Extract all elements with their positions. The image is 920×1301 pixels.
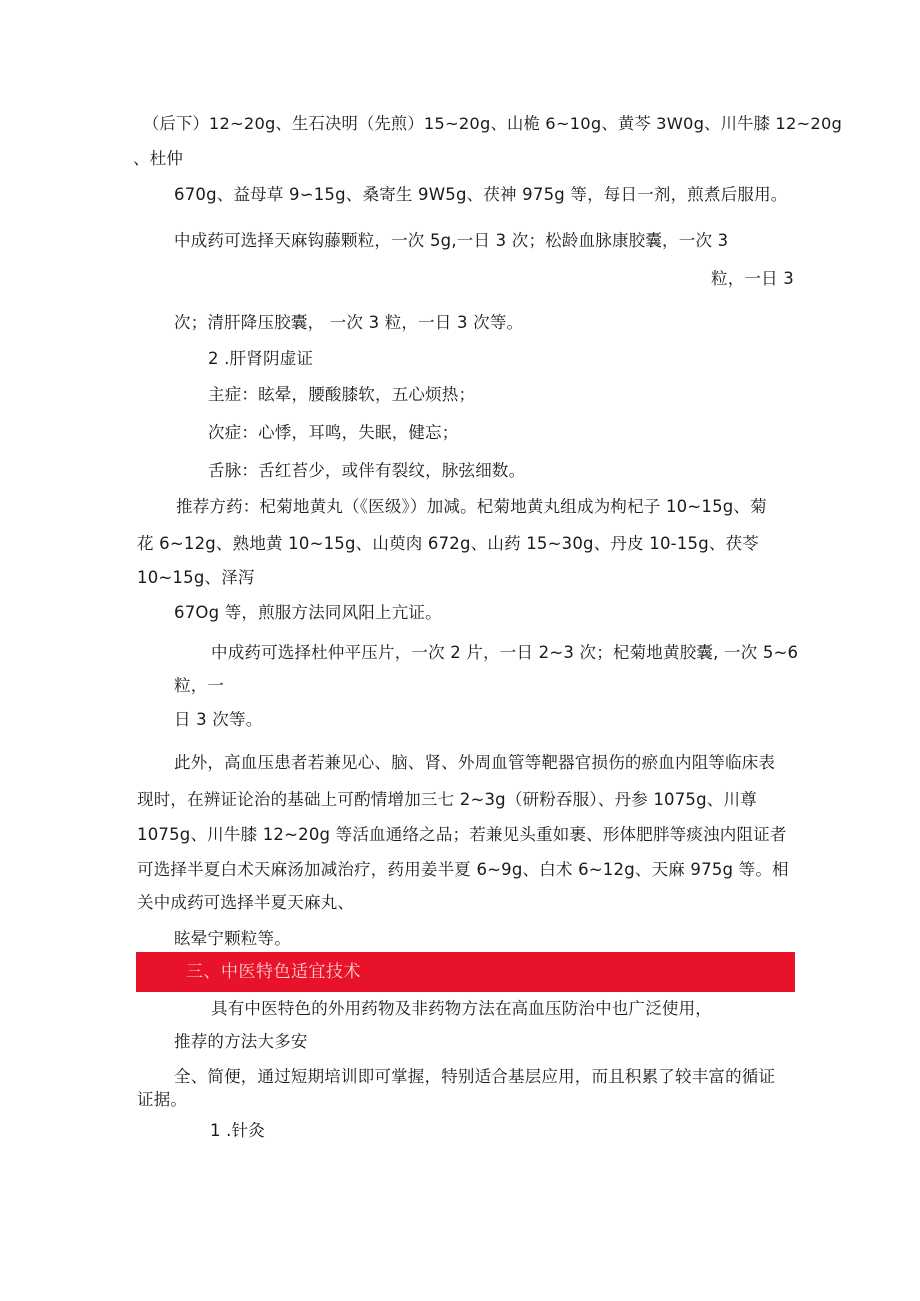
text-line: 10~15g、泽泻	[137, 568, 255, 587]
text-line: 67Og 等，煎服方法同风阳上亢证。	[174, 603, 442, 622]
text-line: 次；清肝降压胶囊， 一次 3 粒，一日 3 次等。	[174, 313, 524, 332]
text-line: 此外，高血压患者若兼见心、脑、肾、外周血管等靶器官损伤的瘀血内阻等临床表	[174, 753, 776, 772]
text-line: 现时，在辨证论治的基础上可酌情增加三七 2~3g（研粉吞服）、丹参 1075g、川尊	[137, 790, 757, 809]
section-heading: 三、中医特色适宜技术	[186, 962, 361, 982]
text-line: 、杜仲	[133, 149, 184, 168]
text-line: 具有中医特色的外用药物及非药物方法在高血压防治中也广泛使用，	[211, 999, 712, 1018]
text-line: 中成药可选择天麻钩藤颗粒，一次 5g,一日 3 次；松龄血脉康胶囊，一次 3	[174, 231, 729, 250]
section-subheading: 1 .针灸	[210, 1121, 265, 1140]
text-line: 粒，一日 3	[711, 269, 794, 288]
text-line: 花 6~12g、熟地黄 10~15g、山萸肉 672g、山药 15~30g、丹皮 10-15g、茯苓	[137, 534, 759, 553]
text-line: 670g、益母草 9∽15g、桑寄生 9W5g、茯神 975g 等，每日一剂，煎煮后服用。	[174, 185, 788, 204]
text-line: 粒，一	[174, 676, 225, 695]
text-line: 证据。	[137, 1090, 188, 1109]
text-line: 推荐的方法大多安	[174, 1032, 308, 1051]
text-line: 次症：心悸，耳鸣，失眠，健忘；	[208, 423, 459, 442]
text-line: 舌脉：舌红苔少，或伴有裂纹，脉弦细数。	[208, 461, 526, 480]
text-line: 中成药可选择杜仲平压片，一次 2 片，一日 2~3 次；杞菊地黄胶囊, 一次 5~6	[211, 643, 799, 662]
text-line: 日 3 次等。	[174, 710, 263, 729]
text-line: 眩晕宁颗粒等。	[174, 929, 291, 948]
text-line: 全、简便，通过短期培训即可掌握，特别适合基层应用，而且积累了较丰富的循证	[174, 1067, 776, 1086]
text-line: 可选择半夏白术天麻汤加减治疗，药用姜半夏 6~9g、白术 6~12g、天麻 975g 等。相	[137, 860, 789, 879]
text-line: 关中成药可选择半夏天麻丸、	[137, 893, 355, 912]
text-line: 1075g、川牛膝 12~20g 等活血通络之品；若兼见头重如裹、形体肥胖等痰浊内阻证者	[137, 825, 787, 844]
text-line: 推荐方药：杞菊地黄丸（《医级》）加减。杞菊地黄丸组成为枸杞子 10~15g、菊	[176, 497, 767, 516]
text-line: 主症：眩晕，腰酸膝软，五心烦热；	[208, 385, 476, 404]
section-subheading: 2 .肝肾阴虚证	[208, 349, 314, 368]
text-line: （后下）12~20g、生石决明（先煎）15~20g、山桅 6~10g、黄芩 3W0g、川牛膝 12~20g	[143, 114, 843, 133]
